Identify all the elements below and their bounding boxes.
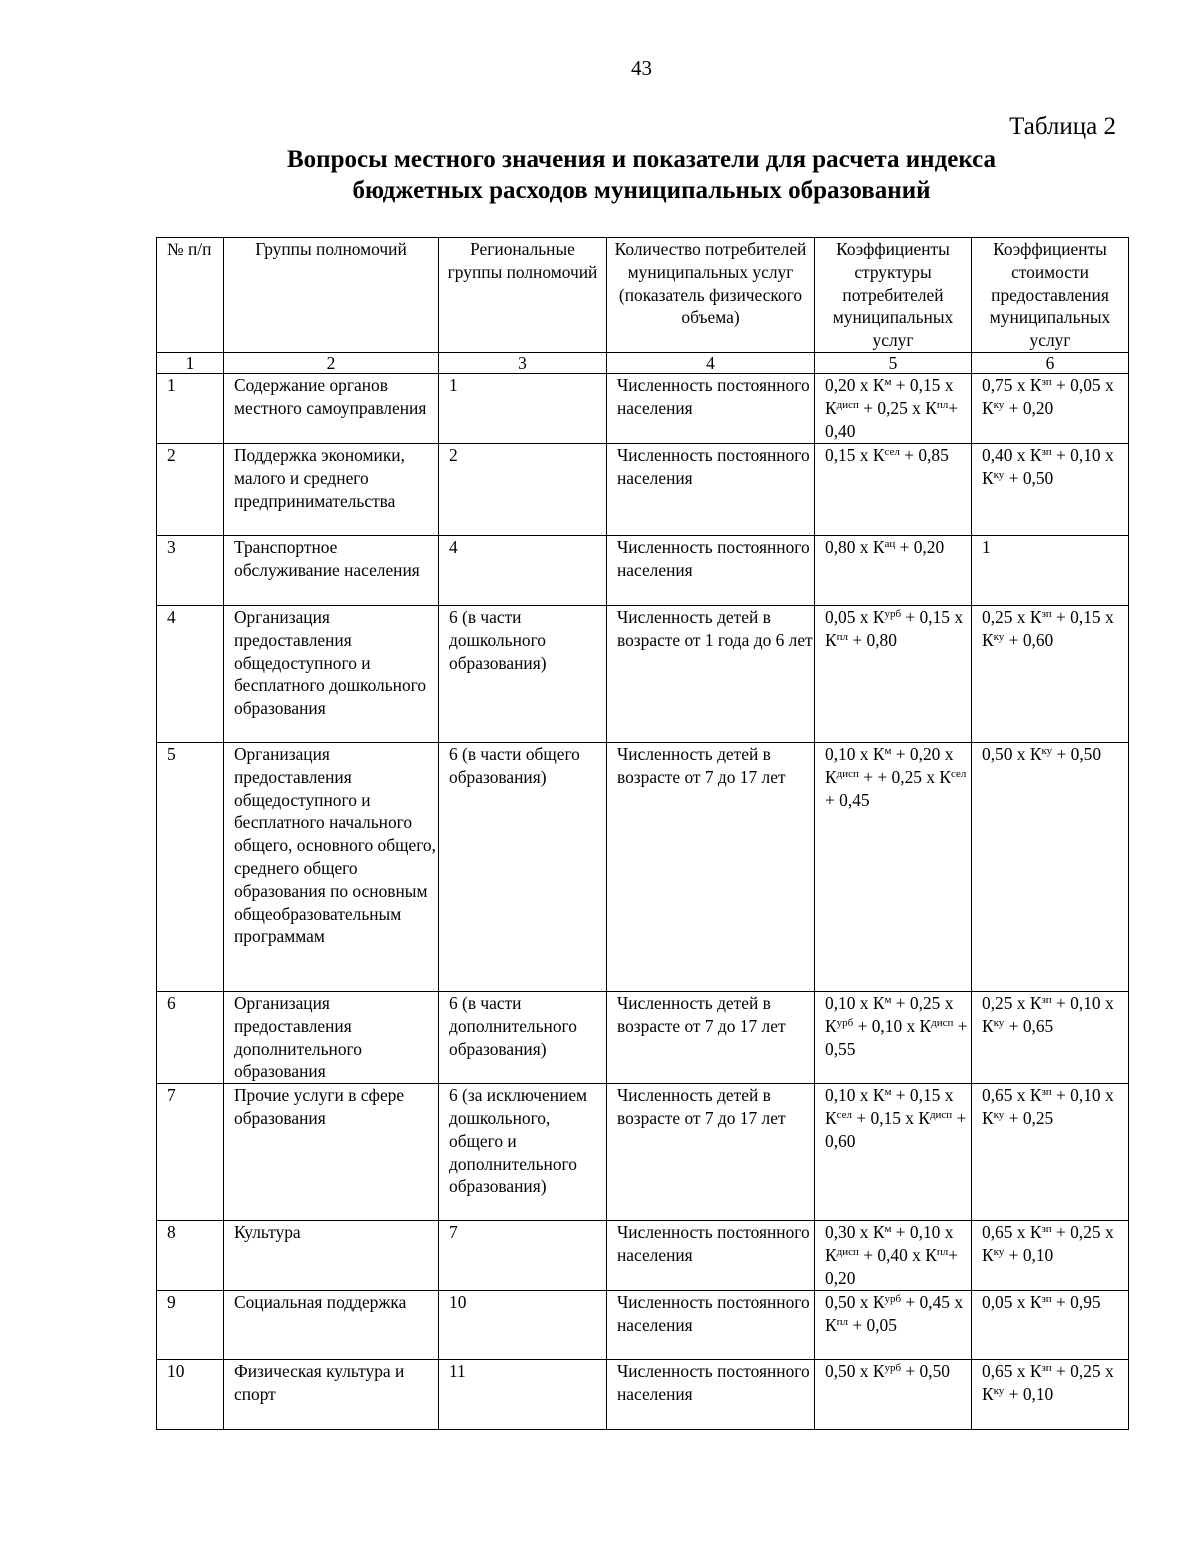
cell-regional: 6 (в части дополнительного образования) bbox=[439, 991, 607, 1083]
table-row bbox=[157, 605, 1129, 742]
table-row bbox=[157, 535, 1129, 605]
cell-structure-formula: 0,10 х $К^м + 0,15$ х $К^{сел} + 0,15$ х $К^{дисп} + 0,60$ bbox=[815, 1084, 972, 1221]
table-row bbox=[157, 443, 1129, 535]
cell-cost-formula: 0,65 х $К^{зп} + 0,25$ х $К^{ку} + 0,10$ bbox=[972, 1360, 1129, 1430]
cell-num: 2 bbox=[157, 443, 224, 535]
cell-num: 5 bbox=[157, 742, 224, 991]
cell-num: 7 bbox=[157, 1084, 224, 1221]
cell-regional: 11 bbox=[439, 1360, 607, 1430]
column-number: 1 bbox=[157, 352, 224, 373]
cell-structure-formula: 0,30 х $К^м + 0,10$ х $К^{дисп} + 0,40$ х $К^{пл}+ 0,20$ bbox=[815, 1221, 972, 1291]
cell-structure-formula: 0,15 х $К^{сел} + 0,85$ bbox=[815, 443, 972, 535]
table-row bbox=[157, 1360, 1129, 1430]
cell-structure-formula: 0,50 х $К^{урб} + 0,50$ bbox=[815, 1360, 972, 1430]
cell-group: Организация предоставления общедоступного и бесплатного дошкольного образования bbox=[224, 605, 439, 742]
cell-regional: 2 bbox=[439, 443, 607, 535]
table-row bbox=[157, 742, 1129, 991]
header-num: № п/п bbox=[157, 238, 224, 353]
cell-cost-formula: 0,65 х $К^{зп} + 0,10$ х $К^{ку} + 0,25$ bbox=[972, 1084, 1129, 1221]
cell-structure-formula: 0,10 х $К^м + 0,20$ х $К^{дисп}$ + + 0,25 х $К^{сел} + 0,45$ bbox=[815, 742, 972, 991]
cell-consumers: Численность постоянного населения bbox=[607, 373, 815, 443]
cell-regional: 4 bbox=[439, 535, 607, 605]
cell-cost-formula: 0,05 х $К^{зп} + 0,95$ bbox=[972, 1291, 1129, 1360]
cell-group: Поддержка экономики, малого и среднего предпринимательства bbox=[224, 443, 439, 535]
cell-consumers: Численность детей в возрасте от 7 до 17 лет bbox=[607, 991, 815, 1083]
table-row bbox=[157, 1084, 1129, 1221]
header-structure: Коэффициенты структуры потребителей муниципальных услуг bbox=[815, 238, 972, 353]
table-row bbox=[157, 991, 1129, 1083]
cell-consumers: Численность детей в возрасте от 7 до 17 лет bbox=[607, 742, 815, 991]
cell-regional: 6 (за исключением дошкольного, общего и дополнительного образования) bbox=[439, 1084, 607, 1221]
title-line-2: бюджетных расходов муниципальных образований bbox=[352, 177, 931, 204]
cell-regional: 6 (в части дошкольного образования) bbox=[439, 605, 607, 742]
cell-group: Социальная поддержка bbox=[224, 1291, 439, 1360]
column-number-row bbox=[157, 352, 1129, 373]
cell-consumers: Численность постоянного населения bbox=[607, 1291, 815, 1360]
cell-structure-formula: 0,20 х $К^м + 0,15$ х $К^{дисп} + 0,25$ х $К^{пл}+ 0,40$ bbox=[815, 373, 972, 443]
cell-cost-formula: 0,40 х $К^{зп} + 0,10$ х $К^{ку} + 0,50$ bbox=[972, 443, 1129, 535]
cell-num: 1 bbox=[157, 373, 224, 443]
cell-num: 3 bbox=[157, 535, 224, 605]
cell-cost-formula: 0,25 х $К^{зп} + 0,10$ х $К^{ку} + 0,65$ bbox=[972, 991, 1129, 1083]
cell-regional: 1 bbox=[439, 373, 607, 443]
cell-group: Прочие услуги в сфере образования bbox=[224, 1084, 439, 1221]
cell-consumers: Численность постоянного населения bbox=[607, 1360, 815, 1430]
cell-consumers: Численность детей в возрасте от 7 до 17 лет bbox=[607, 1084, 815, 1221]
header-consumers: Количество потребителей муниципальных услуг (показатель физического объема) bbox=[607, 238, 815, 353]
header-row bbox=[157, 238, 1129, 353]
table-label: Таблица 2 bbox=[1009, 113, 1116, 140]
cell-consumers: Численность постоянного населения bbox=[607, 443, 815, 535]
table-row bbox=[157, 1221, 1129, 1291]
cell-group: Организация предоставления общедоступного и бесплатного начального общего, основного общего, среднего общего образования по основным общеобразовательным программам bbox=[224, 742, 439, 991]
cell-cost-formula: 0,65 х $К^{зп} + 0,25$ х $К^{ку} + 0,10$ bbox=[972, 1221, 1129, 1291]
header-group: Группы полномочий bbox=[224, 238, 439, 353]
cell-consumers: Численность постоянного населения bbox=[607, 1221, 815, 1291]
cell-regional: 7 bbox=[439, 1221, 607, 1291]
cell-group: Организация предоставления дополнительного образования bbox=[224, 991, 439, 1083]
cell-num: 10 bbox=[157, 1360, 224, 1430]
cell-group: Содержание органов местного самоуправления bbox=[224, 373, 439, 443]
cell-num: 4 bbox=[157, 605, 224, 742]
column-number: 4 bbox=[607, 352, 815, 373]
table-row bbox=[157, 1291, 1129, 1360]
column-number: 6 bbox=[972, 352, 1129, 373]
cell-cost-formula: 0,25 х $К^{зп} + 0,15$ х $К^{ку} + 0,60$ bbox=[972, 605, 1129, 742]
cell-cost-formula: 0,75 х $К^{зп} + 0,05$ х $К^{ку} + 0,20$ bbox=[972, 373, 1129, 443]
title-line-1: Вопросы местного значения и показатели для расчета индекса bbox=[286, 146, 997, 173]
cell-structure-formula: 0,05 х $К^{урб} + 0,15$ х $К^{пл} + 0,80$ bbox=[815, 605, 972, 742]
indicators-table bbox=[156, 237, 1129, 1430]
cell-cost-formula: 0,50 х $К^{ку} + 0,50$ bbox=[972, 742, 1129, 991]
cell-num: 8 bbox=[157, 1221, 224, 1291]
header-cost: Коэффициенты стоимости предоставления муниципальных услуг bbox=[972, 238, 1129, 353]
cell-regional: 6 (в части общего образования) bbox=[439, 742, 607, 991]
cell-structure-formula: 0,80 х $К^{ац} + 0,20$ bbox=[815, 535, 972, 605]
column-number: 2 bbox=[224, 352, 439, 373]
column-number: 5 bbox=[815, 352, 972, 373]
cell-consumers: Численность постоянного населения bbox=[607, 535, 815, 605]
cell-cost-formula: 1 bbox=[972, 535, 1129, 605]
cell-regional: 10 bbox=[439, 1291, 607, 1360]
cell-group: Транспортное обслуживание населения bbox=[224, 535, 439, 605]
cell-num: 9 bbox=[157, 1291, 224, 1360]
table-row bbox=[157, 373, 1129, 443]
cell-group: Культура bbox=[224, 1221, 439, 1291]
page-number: 43 bbox=[631, 56, 652, 80]
cell-group: Физическая культура и спорт bbox=[224, 1360, 439, 1430]
cell-num: 6 bbox=[157, 991, 224, 1083]
cell-structure-formula: 0,10 х $К^м + 0,25$ х $К^{урб} + 0,10$ х $К^{дисп} + 0,55$ bbox=[815, 991, 972, 1083]
cell-structure-formula: 0,50 х $К^{урб} + 0,45$ х $К^{пл} + 0,05$ bbox=[815, 1291, 972, 1360]
header-regional: Региональные группы полномочий bbox=[439, 238, 607, 353]
document-title bbox=[0, 144, 1200, 206]
cell-consumers: Численность детей в возрасте от 1 года до 6 лет bbox=[607, 605, 815, 742]
column-number: 3 bbox=[439, 352, 607, 373]
